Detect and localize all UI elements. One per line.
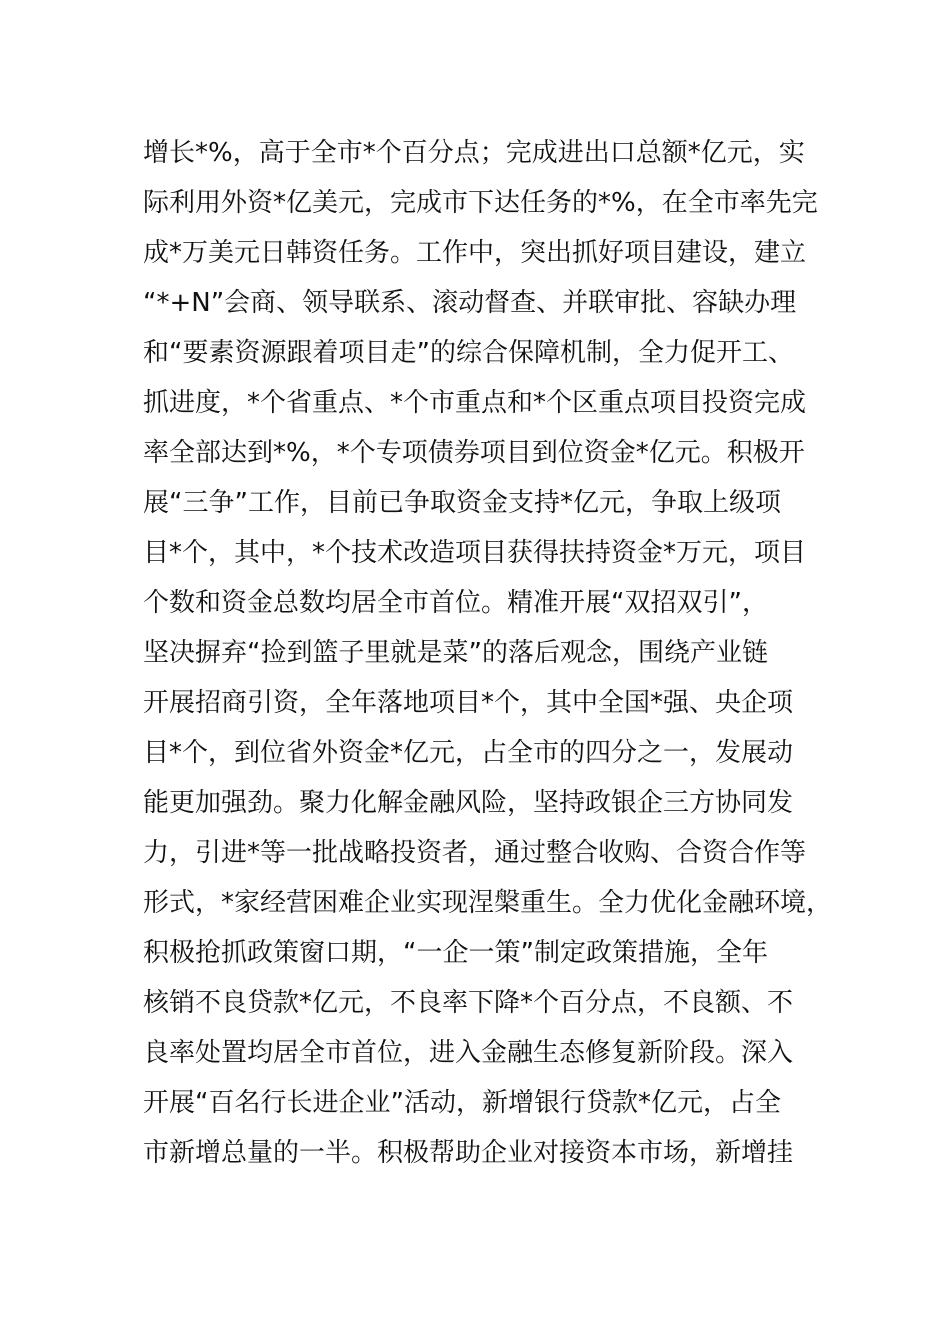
text-line: 力，引进*等一批战略投资者，通过整合收购、合资合作等 [143, 838, 807, 868]
text-line: 成*万美元日韩资任务。工作中，突出抓好项目建设，建立 [143, 238, 807, 268]
text-line: 个数和资金总数均居全市首位。精准开展“双招双引”， [143, 588, 768, 618]
text-line: 坚决摒弃“捡到篮子里就是菜”的落后观念，围绕产业链 [143, 638, 768, 668]
text-line: 目*个，其中，*个技术改造项目获得扶持资金*万元，项目 [143, 538, 807, 568]
body-paragraph [143, 128, 843, 1178]
text-line: 增长*%，高于全市*个百分点；完成进出口总额*亿元，实 [143, 138, 805, 168]
text-line: “*+N”会商、领导联系、滚动督查、并联审批、容缺办理 [143, 288, 797, 318]
text-line: 抓进度，*个省重点、*个市重点和*个区重点项目投资完成 [143, 388, 807, 418]
text-line: 际利用外资*亿美元，完成市下达任务的*%，在全市率先完 [143, 188, 818, 218]
text-line: 目*个，到位省外资金*亿元，占全市的四分之一，发展动 [143, 738, 794, 768]
text-line: 良率处置均居全市首位，进入金融生态修复新阶段。深入 [143, 1038, 794, 1068]
text-line: 和“要素资源跟着项目走”的综合保障机制，全力促开工、 [143, 338, 794, 368]
text-line: 核销不良贷款*亿元，不良率下降*个百分点，不良额、不 [143, 988, 794, 1018]
text-line: 市新增总量的一半。积极帮助企业对接资本市场，新增挂 [143, 1138, 794, 1168]
text-line: 开展招商引资，全年落地项目*个，其中全国*强、央企项 [143, 688, 794, 718]
text-line: 率全部达到*%，*个专项债券项目到位资金*亿元。积极开 [143, 438, 805, 468]
text-line: 开展“百名行长进企业”活动，新增银行贷款*亿元，占全 [143, 1088, 781, 1118]
text-line: 积极抢抓政策窗口期，“一企一策”制定政策措施，全年 [143, 938, 768, 968]
text-line: 展“三争”工作，目前已争取资金支持*亿元，争取上级项 [143, 488, 781, 518]
text-line: 形式，*家经营困难企业实现涅槃重生。全力优化金融环境， [143, 888, 833, 918]
text-line: 能更加强劲。聚力化解金融风险，坚持政银企三方协同发 [143, 788, 794, 818]
